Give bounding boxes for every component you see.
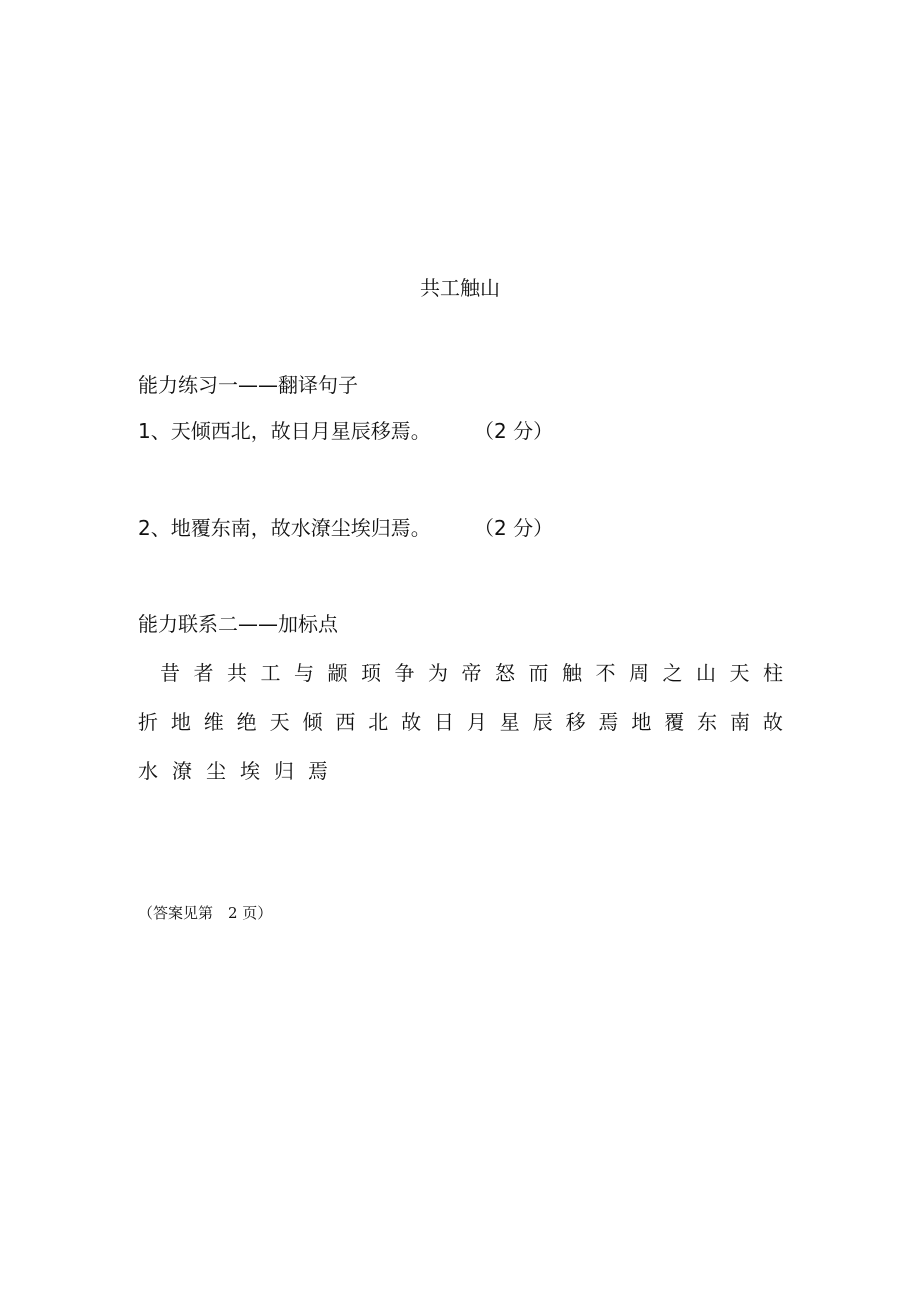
exercise-char: 怒 <box>495 661 515 685</box>
exercise-char: 维 <box>203 710 224 734</box>
exercise-char: 共 <box>227 661 247 685</box>
exercise-char: 争 <box>394 661 415 685</box>
exercise-char: 而 <box>528 661 549 685</box>
exercise-char: 为 <box>428 661 448 685</box>
section1-heading: 能力练习一——翻译句子 <box>138 373 358 397</box>
exercise-char: 绝 <box>236 710 257 734</box>
exercise-char: 埃 <box>240 759 260 783</box>
exercise-char: 昔 <box>160 661 180 685</box>
exercise-char: 地 <box>631 710 652 734</box>
exercise-char: 星 <box>499 710 520 734</box>
exercise-char: 柱 <box>763 661 783 685</box>
exercise-char: 归 <box>274 759 294 783</box>
exercise-char: 倾 <box>302 710 323 734</box>
exercise-char: 顼 <box>361 661 381 685</box>
exercise-char: 故 <box>401 710 422 734</box>
exercise-char: 日 <box>434 710 455 734</box>
exercise-char: 者 <box>193 661 214 685</box>
exercise-char: 触 <box>562 661 582 685</box>
exercise-char: 天 <box>729 661 750 685</box>
exercise-char: 颛 <box>327 661 348 685</box>
exercise-char: 覆 <box>664 710 685 734</box>
exercise-char: 之 <box>662 661 683 685</box>
punctuation-exercise-line-1 <box>160 660 783 686</box>
question-1: 1、天倾西北，故日月星辰移焉。 <box>138 419 431 443</box>
exercise-char: 辰 <box>532 710 553 734</box>
exercise-char: 尘 <box>206 759 226 783</box>
exercise-char: 折 <box>138 710 158 734</box>
question-2: 2、地覆东南，故水潦尘埃归焉。 <box>138 516 431 540</box>
question-1-score: （2 分） <box>474 419 554 443</box>
document-title: 共工触山 <box>420 276 500 300</box>
exercise-char: 移 <box>565 710 586 734</box>
exercise-char: 工 <box>260 661 281 685</box>
question-2-score: （2 分） <box>474 516 554 540</box>
exercise-char: 天 <box>269 710 290 734</box>
exercise-char: 故 <box>762 710 783 734</box>
answer-page-note: （答案见第 2 页） <box>138 904 273 922</box>
exercise-char: 焉 <box>598 710 619 734</box>
exercise-char: 潦 <box>172 759 192 783</box>
exercise-char: 山 <box>696 661 716 685</box>
exercise-char: 地 <box>170 710 191 734</box>
exercise-char: 月 <box>466 710 487 734</box>
punctuation-exercise-line-3 <box>138 758 783 784</box>
section2-heading: 能力联系二——加标点 <box>138 612 338 636</box>
exercise-char: 南 <box>730 710 751 734</box>
exercise-char: 水 <box>138 759 158 783</box>
exercise-char: 不 <box>595 661 616 685</box>
exercise-char: 帝 <box>461 661 482 685</box>
exercise-char: 与 <box>294 661 314 685</box>
exercise-char: 周 <box>629 661 649 685</box>
exercise-char: 西 <box>335 710 356 734</box>
exercise-char: 北 <box>368 710 389 734</box>
exercise-char: 焉 <box>308 759 328 783</box>
exercise-char: 东 <box>697 710 718 734</box>
punctuation-exercise-line-2 <box>138 709 783 735</box>
